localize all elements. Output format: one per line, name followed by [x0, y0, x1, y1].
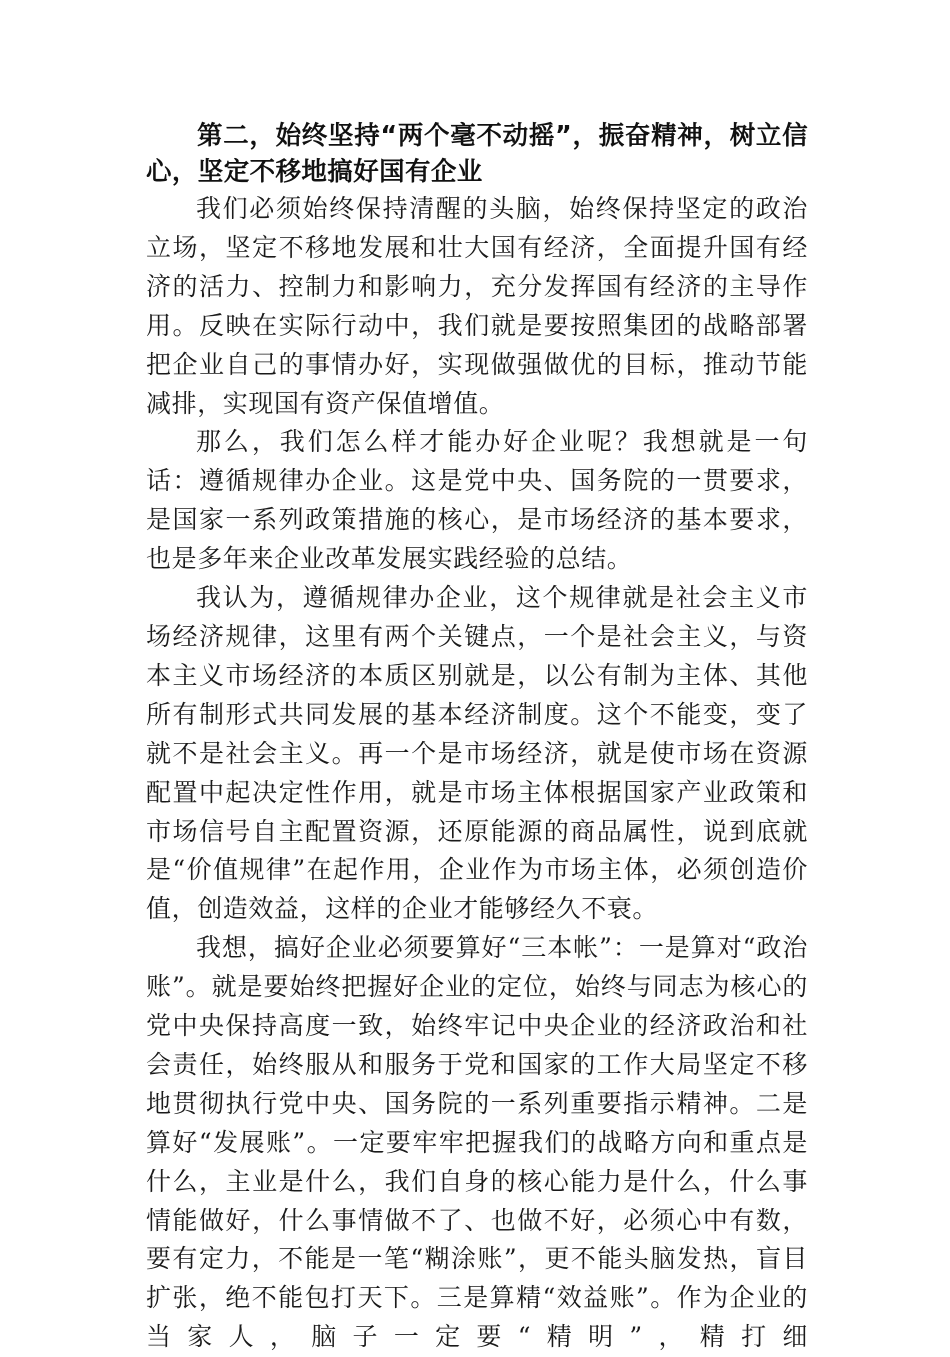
- section-heading: 第二，始终坚持“两个毫不动摇”，振奋精神，树立信心，坚定不移地搞好国有企业: [146, 121, 808, 187]
- document-body: [146, 118, 808, 1357]
- paragraph-4: 我想，搞好企业必须要算好“三本帐”：一是算对“政治账”。就是要始终把握好企业的定位，始终与同志为核心的党中央保持高度一致，始终牢记中央企业的经济政治和社会责任，始终服从和服务于党和国家的工作大局坚定不移地贯彻执行党中央、国务院的一系列重要指示精神。二是算好“发展账”。一定要牢牢把握我们的战略方向和重点是什么，主业是什么，我们自身的核心能力是什么，什么事情能做好，什么事情做不了、也做不好，必须心中有数，要有定力，不能是一笔“糊涂账”，更不能头脑发热，盲目扩张，绝不能包打天下。三是算精“效益账”。作为企业的当家人，脑子一定要“精明”，精打细: [146, 933, 808, 1352]
- paragraph-2: 那么，我们怎么样才能办好企业呢？我想就是一句话：遵循规律办企业。这是党中央、国务院的一贯要求，是国家一系列政策措施的核心，是市场经济的基本要求，也是多年来企业改革发展实践经验的总结。: [146, 427, 808, 574]
- paragraph-1: 我们必须始终保持清醒的头脑，始终保持坚定的政治立场，坚定不移地发展和壮大国有经济，全面提升国有经济的活力、控制力和影响力，充分发挥国有经济的主导作用。反映在实际行动中，我们就是要按照集团的战略部署把企业自己的事情办好，实现做强做优的目标，推动节能减排，实现国有资产保值增值。: [146, 194, 808, 418]
- paragraph-3: 我认为，遵循规律办企业，这个规律就是社会主义市场经济规律，这里有两个关键点，一个是社会主义，与资本主义市场经济的本质区别就是，以公有制为主体、其他所有制形式共同发展的基本经济制度。这个不能变，变了就不是社会主义。再一个是市场经济，就是使市场在资源配置中起决定性作用，就是市场主体根据国家产业政策和市场信号自主配置资源，还原能源的商品属性，说到底就是“价值规律”在起作用，企业作为市场主体，必须创造价值，创造效益，这样的企业才能够经久不衰。: [146, 583, 808, 924]
